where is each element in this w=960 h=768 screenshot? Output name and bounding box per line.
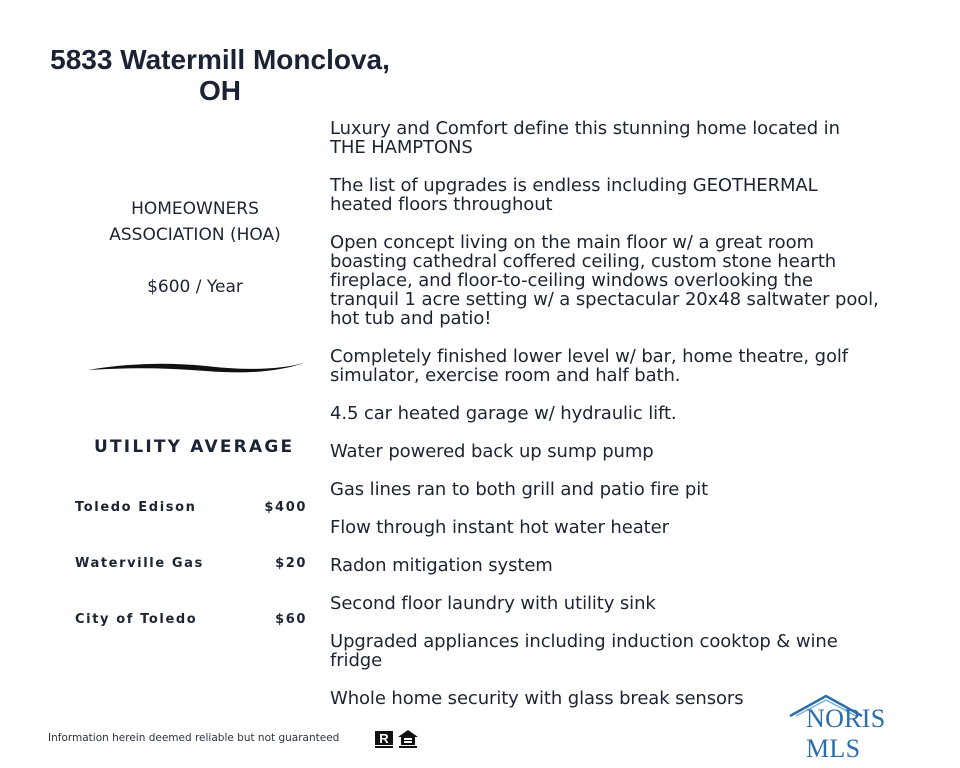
feature-item [330,119,956,157]
hoa-section [70,196,320,300]
feature-line: Second floor laundry with utility sink [330,593,656,614]
utility-name: Toledo Edison [75,500,197,515]
property-title [10,44,430,106]
feature-line: Open concept living on the main floor w/ a great room [330,232,814,253]
utility-amount: $400 [264,500,307,515]
feature-line: heated floors throughout [330,194,553,215]
hoa-price: $600 / Year [147,277,243,297]
feature-line: Flow through instant hot water heater [330,517,669,538]
hoa-label-line1: HOMEOWNERS [131,199,259,219]
utility-average-title: UTILITY AVERAGE [94,437,295,457]
feature-line: 4.5 car heated garage w/ hydraulic lift. [330,403,677,424]
utility-row [75,612,307,632]
feature-line: hot tub and patio! [330,308,492,329]
realtor-r-icon [374,730,394,750]
feature-item [330,594,956,613]
noris-mls-logo [786,690,946,763]
feature-line: tranquil 1 acre setting w/ a spectacular 20x48 saltwater pool, [330,289,879,310]
feature-item [330,518,956,537]
feature-line: simulator, exercise room and half bath. [330,365,681,386]
utility-name: Waterville Gas [75,556,204,571]
feature-line: Upgraded appliances including induction cooktop & wine [330,631,838,652]
feature-item [330,556,956,575]
property-title-line2: OH [199,75,241,106]
feature-line: Luxury and Comfort define this stunning home located in [330,118,840,139]
utility-amount: $20 [275,556,307,571]
feature-item [330,480,956,499]
feature-line: fireplace, and floor-to-ceiling windows overlooking the [330,270,813,291]
feature-item [330,233,956,328]
feature-item [330,347,956,385]
disclaimer-text: Information herein deemed reliable but not guaranteed [48,732,340,744]
utility-name: City of Toledo [75,612,198,627]
feature-item [330,442,956,461]
utility-amount: $60 [275,612,307,627]
divider-swoosh [86,356,306,380]
property-title-line1: 5833 Watermill Monclova, [50,44,390,75]
utility-row [75,500,307,520]
utility-row [75,556,307,576]
hoa-label-line2: ASSOCIATION (HOA) [109,225,281,245]
feature-line: Water powered back up sump pump [330,441,654,462]
logo-text: NORIS MLS [806,704,886,763]
feature-line: THE HAMPTONS [330,137,473,158]
feature-line: fridge [330,650,383,671]
feature-line: Gas lines ran to both grill and patio fire pit [330,479,709,500]
feature-line: Completely finished lower level w/ bar, home theatre, golf [330,346,849,367]
feature-line: Radon mitigation system [330,555,553,576]
feature-item [330,176,956,214]
feature-line: The list of upgrades is endless including GEOTHERMAL [330,175,818,196]
feature-item [330,632,956,670]
feature-line: Whole home security with glass break sensors [330,688,744,709]
svg-text:R: R [379,731,389,746]
feature-item [330,404,956,423]
feature-line: boasting cathedral coffered ceiling, custom stone hearth [330,251,837,272]
equal-housing-opportunity-icon [397,729,419,750]
